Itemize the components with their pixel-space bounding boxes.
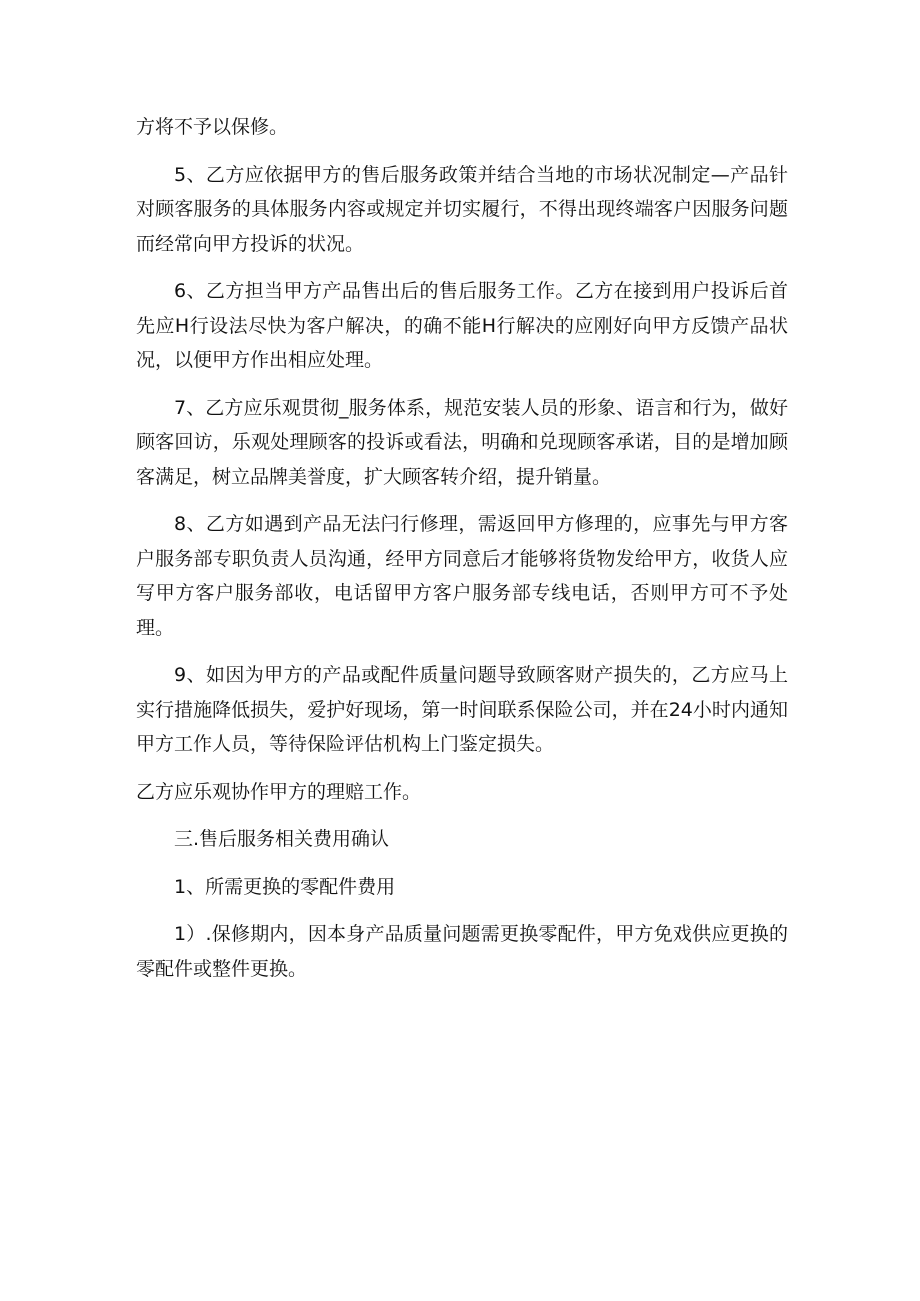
section-heading-fees: 三.售后服务相关费用确认 xyxy=(174,828,390,850)
paragraph-item-6: 6、乙方担当甲方产品售出后的售后服务工作。乙方在接到用户投诉后首先应H行设法尽快为客户解决，的确不能H行解决的应刚好向甲方反馈产品状况，以便甲方作出相应处理。 xyxy=(136,280,788,371)
paragraph-claims-cooperation: 乙方应乐观协作甲方的理赔工作。 xyxy=(136,780,422,803)
paragraph-item-7: 7、乙方应乐观贯彻_服务体系，规范安装人员的形象、语言和行为，做好顾客回访，乐观处理顾客的投诉或看法，明确和兑现顾客承诺，目的是增加顾客满足，树立品牌美誉度，扩大顾客转介绍，提升销量。 xyxy=(136,396,788,488)
paragraph-item-8: 8、乙方如遇到产品无法闩行修理，需返回甲方修理的，应事先与甲方客户服务部专职负责人员沟通，经甲方同意后才能够将货物发给甲方，收货人应写甲方客户服务部收，电话留甲方客户服务部专线电话，否则甲方可不予处理。 xyxy=(136,513,788,639)
document-body xyxy=(136,110,788,986)
subheading-parts-fees: 1、所需更换的零配件费用 xyxy=(174,875,396,898)
paragraph-item-9: 9、如因为甲方的产品或配件质量问题导致顾客财产损失的，乙方应马上实行措施降低损失，爱护好现场，第一时间联系保险公司，并在24小时内通知甲方工作人员，等待保险评估机构上门鉴定损失。 xyxy=(136,664,788,755)
paragraph-item-1-1: 1）.保修期内，因本身产品质量问题需更换零配件，甲方免戏供应更换的零配件或整件更换。 xyxy=(136,923,788,980)
paragraph-item-5: 5、乙方应依据甲方的售后服务政策并结合当地的市场状况制定—产品针对顾客服务的具体服务内容或规定并切实履行，不得出现终端客户因服务问题而经常向甲方投诉的状况。 xyxy=(136,163,788,255)
paragraph-warranty-end: 方将不予以保修。 xyxy=(136,116,289,138)
